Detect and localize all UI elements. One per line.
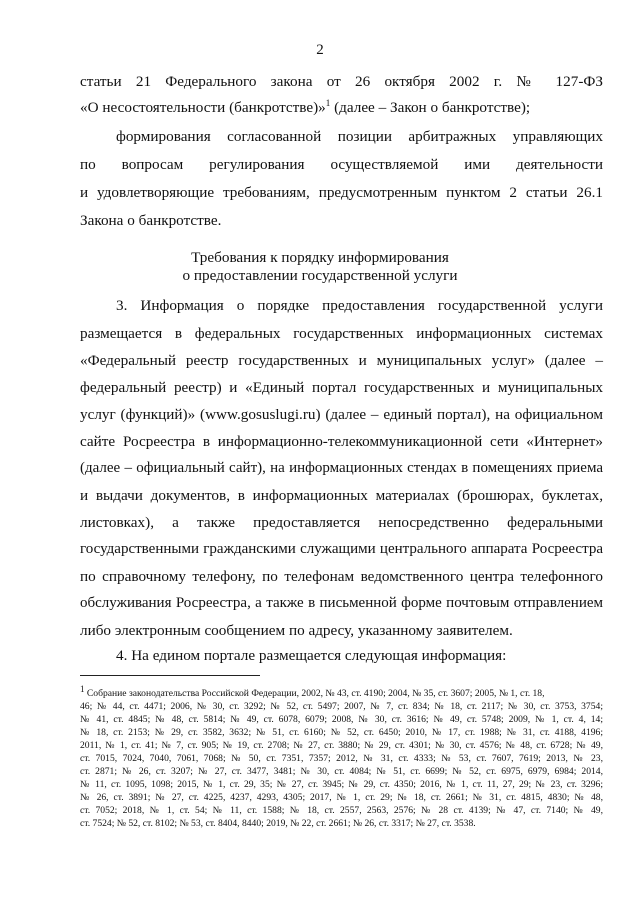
paragraph3-line-12: обслуживания Росреестра, а также в письменной форме почтовым отправлением <box>80 595 603 611</box>
paragraph3-line-2: размещается в федеральных государственных информационных системах <box>80 325 603 342</box>
section-heading-line-1: Требования к порядку информирования <box>191 249 449 266</box>
paragraph3-line-5: услуг (функций)» (www.gosuslugi.ru) (далее – единый портал), на официальном <box>80 406 603 423</box>
paragraph3-line-9: листовках), а также предоставляется непосредственно федеральными <box>80 514 603 531</box>
paragraph1-line-2-tail: (далее – Закон о банкротстве); <box>330 99 531 116</box>
footnote-line-2: 46; № 44, ст. 4471; 2006, № 30, ст. 3292; № 52, ст. 5497; 2007, № 7, ст. 834; № 18, ст. 2117; № 30, ст. 3753, 3754; <box>80 701 603 712</box>
footnote-separator <box>80 675 260 676</box>
paragraph4: 4. На едином портале размещается следующая информация: <box>116 647 507 664</box>
footnote-line-8: № 11, ст. 1095, 1098; 2015, № 1, ст. 29, 35; № 27, ст. 3945; № 29, ст. 4350; 2016, № 1, ст. 11, 27, 29; № 23, ст. 3296; <box>80 779 603 790</box>
paragraph3-line-4: федеральный реестр) и «Единый портал государственных и муниципальных <box>80 379 603 396</box>
paragraph2-line-4: Закона о банкротстве. <box>80 212 222 229</box>
paragraph2-line-1: формирования согласованной позиции арбитражных управляющих <box>116 128 603 145</box>
section-heading-line-2: о предоставлении государственной услуги <box>182 267 458 284</box>
paragraph3-line-3: «Федеральный реестр государственных и муниципальных услуг» (далее – <box>80 352 603 369</box>
paragraph1-line-2-text: «О несостоятельности (банкротстве)» <box>80 99 326 116</box>
footnote-line-6: ст. 7015, 7024, 7040, 7061, 7068; № 50, ст. 7351, 7357; 2012, № 31, ст. 4333; № 53, ст. 7607, 7619; 2013, № 23, <box>80 753 603 764</box>
paragraph3-line-11: по справочному телефону, по телефонам ведомственного центра телефонного <box>80 568 603 585</box>
paragraph3-line-8: и выдачи документов, в информационных материалах (брошюрах, буклетах, <box>80 487 603 504</box>
paragraph3-line-13: либо электронным сообщением по адресу, указанному заявителем. <box>80 622 513 639</box>
footnote-line-10: ст. 7052; 2018, № 1, ст. 54; № 11, ст. 1588; № 18, ст. 2557, 2563, 2576; № 28 ст. 4139; № 47, ст. 7140; № 49, <box>80 805 603 816</box>
paragraph1-line-2 <box>80 98 603 117</box>
footnote-line-5: 2011, № 1, ст. 41; № 7, ст. 905; № 19, ст. 2708; № 27, ст. 3880; № 29, ст. 4301; № 30, ст. 4576; № 48, ст. 6728; № 49, <box>80 740 603 751</box>
page-number: 2 <box>316 42 324 58</box>
footnote-mark: 1 <box>80 683 85 694</box>
paragraph1-line-1: статьи 21 Федерального закона от 26 октября 2002 г. № 127-ФЗ <box>80 73 603 90</box>
paragraph3-line-7: (далее – официальный сайт), на информационных стендах в помещениях приема <box>80 460 603 476</box>
paragraph2-line-2: по вопросам регулирования осуществляемой ими деятельности <box>80 156 603 173</box>
footnote-line-7: ст. 2871; № 26, ст. 3207; № 27, ст. 3477, 3481; № 30, ст. 4084; № 51, ст. 6699; № 52, ст. 6975, 6979, 6984; 2014, <box>80 766 603 777</box>
footnote-line-3: № 41, ст. 4845; № 48, ст. 5814; № 49, ст. 6078, 6079; 2008, № 30, ст. 3616; № 49, ст. 5748; 2009, № 1, ст. 4, 14; <box>80 714 603 725</box>
paragraph3-line-10: государственными гражданскими служащими центрального аппарата Росреестра <box>80 541 603 557</box>
footnote-line-1 <box>80 683 603 700</box>
footnote-line-1-text: Собрание законодательства Российской Федерации, 2002, № 43, ст. 4190; 2004, № 35, ст. 3607; 2005, № 1, ст. 18, <box>84 688 545 699</box>
paragraph3-line-6: сайте Росреестра в информационно-телекоммуникационной сети «Интернет» <box>80 433 603 450</box>
footnote-reference: 1 <box>325 97 331 108</box>
footnote-line-9: № 26, ст. 3891; № 27, ст. 4225, 4237, 4293, 4305; 2017, № 1, ст. 29; № 18, ст. 2661; № 31, ст. 4815, 4830; № 48, <box>80 792 603 803</box>
paragraph3-line-1: 3. Информация о порядке предоставления государственной услуги <box>116 297 603 314</box>
footnote-line-11: ст. 7524; № 52, ст. 8102; № 53, ст. 8404, 8440; 2019, № 22, ст. 2661; № 26, ст. 3317; № 27, ст. 3538. <box>80 818 476 829</box>
footnote-line-4: № 18, ст. 2153; № 29, ст. 3582, 3632; № 51, ст. 6160; № 52, ст. 6450; 2010, № 17, ст. 1988; № 31, ст. 4188, 4196; <box>80 727 603 738</box>
paragraph2-line-3: и удовлетворяющие требованиям, предусмотренным пунктом 2 статьи 26.1 <box>80 184 603 201</box>
